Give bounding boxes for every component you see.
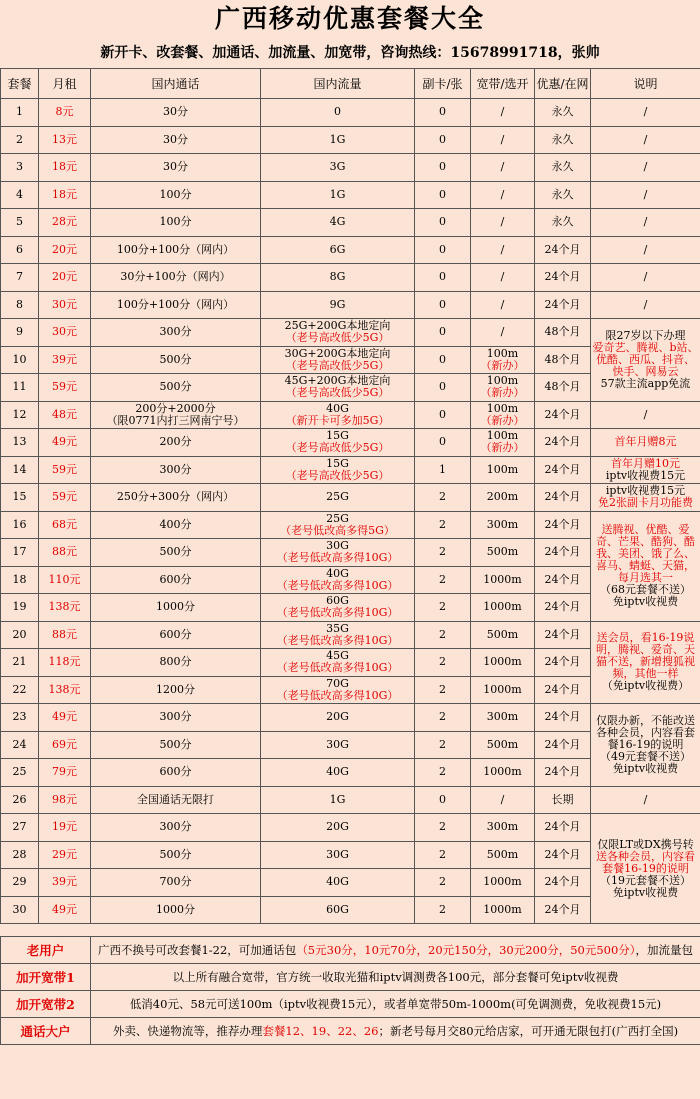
plan-note-cell: / — [591, 236, 700, 264]
domestic-data-cell: 60G — [261, 896, 415, 924]
sub-card-cell: 0 — [415, 291, 471, 319]
table-row — [1, 786, 700, 814]
plan-note-cell: / — [591, 99, 700, 127]
footer-row — [1, 964, 700, 991]
monthly-rent-cell: 68元 — [39, 511, 91, 539]
footer-text: 外卖、快递物流等，推荐办理套餐12、19、22、26；新老号每月交80元给店家，可开通无限包打(广西打全国) — [91, 1018, 700, 1045]
header-cell: 宽带/选开 — [471, 69, 535, 99]
domestic-call-cell: 1200分 — [91, 676, 261, 704]
period-cell: 24个月 — [535, 511, 591, 539]
domestic-call-cell: 1000分 — [91, 594, 261, 622]
table-row — [1, 814, 700, 842]
domestic-data-cell: 20G — [261, 814, 415, 842]
plan-id-cell: 13 — [1, 429, 39, 457]
table-row — [1, 429, 700, 457]
plan-id-cell: 19 — [1, 594, 39, 622]
period-cell: 永久 — [535, 154, 591, 182]
footer-label: 加开宽带2 — [1, 991, 91, 1018]
sub-card-cell: 2 — [415, 484, 471, 512]
sub-card-cell: 0 — [415, 346, 471, 374]
plan-note-cell: / — [591, 264, 700, 292]
plan-id-cell: 4 — [1, 181, 39, 209]
table-row — [1, 621, 700, 649]
domestic-data-cell: 15G （老号高改低少5G） — [261, 456, 415, 484]
monthly-rent-cell: 20元 — [39, 264, 91, 292]
sub-card-cell: 2 — [415, 759, 471, 787]
broadband-cell: 100m （新办） — [471, 346, 535, 374]
plan-id-cell: 10 — [1, 346, 39, 374]
sub-card-cell: 2 — [415, 539, 471, 567]
domestic-data-cell: 25G+200G本地定向 （老号高改低少5G） — [261, 319, 415, 347]
domestic-data-cell: 30G+200G本地定向 （老号高改低少5G） — [261, 346, 415, 374]
plan-note-cell: / — [591, 291, 700, 319]
footer-text: 低消40元、58元可送100m（iptv收视费15元），或者单宽带50m-1000m(可免调测费，免收视费15元) — [91, 991, 700, 1018]
plan-note-cell: / — [591, 181, 700, 209]
plan-id-cell: 30 — [1, 896, 39, 924]
plan-note-cell: / — [591, 786, 700, 814]
broadband-cell: / — [471, 264, 535, 292]
footer-label: 老用户 — [1, 937, 91, 964]
domestic-data-cell: 40G — [261, 759, 415, 787]
domestic-call-cell: 30分 — [91, 126, 261, 154]
plan-id-cell: 25 — [1, 759, 39, 787]
plan-id-cell: 12 — [1, 401, 39, 429]
broadband-cell: / — [471, 236, 535, 264]
domestic-data-cell: 25G （老号低改高多得5G） — [261, 511, 415, 539]
monthly-rent-cell: 88元 — [39, 621, 91, 649]
monthly-rent-cell: 49元 — [39, 896, 91, 924]
domestic-call-cell: 100分+100分（网内） — [91, 291, 261, 319]
domestic-call-cell: 600分 — [91, 566, 261, 594]
domestic-data-cell: 15G （老号高改低少5G） — [261, 429, 415, 457]
domestic-call-cell: 700分 — [91, 869, 261, 897]
sub-card-cell: 0 — [415, 429, 471, 457]
plan-id-cell: 8 — [1, 291, 39, 319]
monthly-rent-cell: 30元 — [39, 291, 91, 319]
sub-card-cell: 2 — [415, 841, 471, 869]
broadband-cell: 500m — [471, 539, 535, 567]
domestic-call-cell: 500分 — [91, 539, 261, 567]
domestic-call-cell: 1000分 — [91, 896, 261, 924]
domestic-call-cell: 100分+100分（网内） — [91, 236, 261, 264]
broadband-cell: 1000m — [471, 594, 535, 622]
header-cell: 国内通话 — [91, 69, 261, 99]
broadband-cell: 1000m — [471, 566, 535, 594]
monthly-rent-cell: 30元 — [39, 319, 91, 347]
broadband-cell: 500m — [471, 841, 535, 869]
monthly-rent-cell: 19元 — [39, 814, 91, 842]
broadband-cell: 300m — [471, 511, 535, 539]
footer-label: 加开宽带1 — [1, 964, 91, 991]
period-cell: 24个月 — [535, 814, 591, 842]
period-cell: 长期 — [535, 786, 591, 814]
monthly-rent-cell: 98元 — [39, 786, 91, 814]
domestic-call-cell: 30分 — [91, 154, 261, 182]
sub-card-cell: 1 — [415, 456, 471, 484]
broadband-cell: / — [471, 99, 535, 127]
sub-card-cell: 2 — [415, 594, 471, 622]
period-cell: 24个月 — [535, 621, 591, 649]
period-cell: 24个月 — [535, 456, 591, 484]
sub-card-cell: 0 — [415, 264, 471, 292]
broadband-cell: 1000m — [471, 759, 535, 787]
period-cell: 24个月 — [535, 896, 591, 924]
header-cell: 优惠/在网 — [535, 69, 591, 99]
plan-id-cell: 26 — [1, 786, 39, 814]
footer-row — [1, 991, 700, 1018]
domestic-call-cell: 600分 — [91, 759, 261, 787]
sub-card-cell: 2 — [415, 896, 471, 924]
domestic-data-cell: 30G — [261, 841, 415, 869]
domestic-call-cell: 全国通话无限打 — [91, 786, 261, 814]
period-cell: 48个月 — [535, 374, 591, 402]
domestic-call-cell: 100分 — [91, 209, 261, 237]
sub-card-cell: 0 — [415, 99, 471, 127]
broadband-cell: / — [471, 319, 535, 347]
footer-text: 以上所有融合宽带，官方统一收取光猫和iptv调测费各100元，部分套餐可免iptv收视费 — [91, 964, 700, 991]
table-row — [1, 126, 700, 154]
period-cell: 24个月 — [535, 539, 591, 567]
monthly-rent-cell: 110元 — [39, 566, 91, 594]
monthly-rent-cell: 59元 — [39, 456, 91, 484]
plan-note-cell: 首年月赠8元 — [591, 429, 700, 457]
period-cell: 24个月 — [535, 566, 591, 594]
sub-card-cell: 2 — [415, 731, 471, 759]
plan-table — [0, 68, 700, 924]
header-cell: 副卡/张 — [415, 69, 471, 99]
period-cell: 24个月 — [535, 649, 591, 677]
period-cell: 永久 — [535, 209, 591, 237]
period-cell: 48个月 — [535, 319, 591, 347]
plan-id-cell: 9 — [1, 319, 39, 347]
broadband-cell: / — [471, 786, 535, 814]
plan-id-cell: 3 — [1, 154, 39, 182]
domestic-call-cell: 600分 — [91, 621, 261, 649]
monthly-rent-cell: 18元 — [39, 154, 91, 182]
broadband-cell: 1000m — [471, 649, 535, 677]
plan-note-cell: 送腾视、优酷、爱奇、芒果、酷狗、酷我、美团、饿了么、喜马、蜻蜓、天猫，每月选其一 （68元套餐不送） 免iptv收视费 — [591, 511, 700, 621]
period-cell: 24个月 — [535, 704, 591, 732]
footer-row — [1, 1018, 700, 1045]
period-cell: 24个月 — [535, 401, 591, 429]
plan-id-cell: 28 — [1, 841, 39, 869]
period-cell: 24个月 — [535, 841, 591, 869]
monthly-rent-cell: 59元 — [39, 374, 91, 402]
domestic-call-cell: 300分 — [91, 456, 261, 484]
plan-id-cell: 2 — [1, 126, 39, 154]
period-cell: 24个月 — [535, 264, 591, 292]
plan-note-cell: 限27岁以下办理 爱奇艺、腾视、b站、优酷、西瓜、抖音、快手、网易云 57款主流app免流 — [591, 319, 700, 402]
table-row — [1, 456, 700, 484]
plan-note-cell: 送会员，看16-19说明，腾视、爱奇、天猫不送，新增搜狐视频，其他一样 （免iptv收视费） — [591, 621, 700, 704]
domestic-call-cell: 250分+300分（网内） — [91, 484, 261, 512]
broadband-cell: 1000m — [471, 676, 535, 704]
contact-line: 新开卡、改套餐、加通话、加流量、加宽带，咨询热线：15678991718，张帅 — [100, 45, 600, 61]
domestic-call-cell: 30分+100分（网内） — [91, 264, 261, 292]
broadband-cell: 200m — [471, 484, 535, 512]
monthly-rent-cell: 18元 — [39, 181, 91, 209]
broadband-cell: / — [471, 154, 535, 182]
domestic-data-cell: 40G （老号低改高多得10G） — [261, 566, 415, 594]
sub-card-cell: 0 — [415, 181, 471, 209]
domestic-data-cell: 45G （老号低改高多得10G） — [261, 649, 415, 677]
header-cell: 说明 — [591, 69, 700, 99]
broadband-cell: / — [471, 181, 535, 209]
sub-card-cell: 0 — [415, 154, 471, 182]
footer-row — [1, 937, 700, 964]
plan-id-cell: 23 — [1, 704, 39, 732]
period-cell: 24个月 — [535, 869, 591, 897]
monthly-rent-cell: 20元 — [39, 236, 91, 264]
plan-note-cell: 首年月赠10元 iptv收视费15元 — [591, 456, 700, 484]
monthly-rent-cell: 88元 — [39, 539, 91, 567]
period-cell: 永久 — [535, 99, 591, 127]
sub-card-cell: 0 — [415, 374, 471, 402]
broadband-cell: 500m — [471, 731, 535, 759]
period-cell: 48个月 — [535, 346, 591, 374]
domestic-data-cell: 4G — [261, 209, 415, 237]
plan-id-cell: 7 — [1, 264, 39, 292]
plan-note-cell: / — [591, 154, 700, 182]
plan-id-cell: 14 — [1, 456, 39, 484]
table-row — [1, 264, 700, 292]
plan-id-cell: 11 — [1, 374, 39, 402]
footer-table — [0, 936, 700, 1045]
sub-card-cell: 0 — [415, 126, 471, 154]
table-row — [1, 319, 700, 347]
table-row — [1, 291, 700, 319]
domestic-call-cell: 200分+2000分 （限0771内打三网南宁号） — [91, 401, 261, 429]
header-cell: 月租 — [39, 69, 91, 99]
page-title: 广西移动优惠套餐大全 — [214, 4, 485, 33]
plan-note-cell: 仅限办新，不能改送各种会员，内容看套餐16-19的说明 （49元套餐不送） 免iptv收视费 — [591, 704, 700, 787]
plan-id-cell: 17 — [1, 539, 39, 567]
broadband-cell: 1000m — [471, 896, 535, 924]
table-row — [1, 401, 700, 429]
sub-card-cell: 0 — [415, 401, 471, 429]
table-row — [1, 99, 700, 127]
sub-card-cell: 0 — [415, 209, 471, 237]
domestic-data-cell: 9G — [261, 291, 415, 319]
period-cell: 24个月 — [535, 594, 591, 622]
period-cell: 24个月 — [535, 759, 591, 787]
monthly-rent-cell: 49元 — [39, 704, 91, 732]
domestic-data-cell: 3G — [261, 154, 415, 182]
footer-text: 广西不换号可改套餐1-22，可加通话包（5元30分，10元70分，20元150分，30元200分，50元500分），加流量包 — [91, 937, 700, 964]
plan-id-cell: 6 — [1, 236, 39, 264]
plan-note-cell: / — [591, 126, 700, 154]
sub-card-cell: 2 — [415, 649, 471, 677]
sub-card-cell: 0 — [415, 786, 471, 814]
plan-id-cell: 27 — [1, 814, 39, 842]
monthly-rent-cell: 49元 — [39, 429, 91, 457]
sub-card-cell: 0 — [415, 319, 471, 347]
broadband-cell: 300m — [471, 704, 535, 732]
period-cell: 24个月 — [535, 291, 591, 319]
period-cell: 永久 — [535, 181, 591, 209]
broadband-cell: 100m — [471, 456, 535, 484]
monthly-rent-cell: 118元 — [39, 649, 91, 677]
broadband-cell: 1000m — [471, 869, 535, 897]
table-row — [1, 484, 700, 512]
header-cell: 国内流量 — [261, 69, 415, 99]
table-row — [1, 236, 700, 264]
period-cell: 永久 — [535, 126, 591, 154]
table-row — [1, 181, 700, 209]
sub-card-cell: 2 — [415, 511, 471, 539]
sub-card-cell: 2 — [415, 566, 471, 594]
period-cell: 24个月 — [535, 429, 591, 457]
monthly-rent-cell: 39元 — [39, 346, 91, 374]
plan-id-cell: 5 — [1, 209, 39, 237]
domestic-data-cell: 8G — [261, 264, 415, 292]
period-cell: 24个月 — [535, 676, 591, 704]
period-cell: 24个月 — [535, 731, 591, 759]
footer-label: 通话大户 — [1, 1018, 91, 1045]
plan-note-cell: iptv收视费15元 免2张副卡月功能费 — [591, 484, 700, 512]
sub-card-cell: 2 — [415, 704, 471, 732]
domestic-call-cell: 300分 — [91, 704, 261, 732]
domestic-call-cell: 500分 — [91, 731, 261, 759]
domestic-call-cell: 500分 — [91, 841, 261, 869]
sub-card-cell: 2 — [415, 814, 471, 842]
table-row — [1, 704, 700, 732]
plan-id-cell: 20 — [1, 621, 39, 649]
plan-id-cell: 18 — [1, 566, 39, 594]
domestic-data-cell: 30G （老号低改高多得10G） — [261, 539, 415, 567]
period-cell: 24个月 — [535, 484, 591, 512]
broadband-cell: 100m （新办） — [471, 401, 535, 429]
domestic-call-cell: 500分 — [91, 374, 261, 402]
broadband-cell: 500m — [471, 621, 535, 649]
monthly-rent-cell: 59元 — [39, 484, 91, 512]
period-cell: 24个月 — [535, 236, 591, 264]
sub-card-cell: 2 — [415, 869, 471, 897]
domestic-call-cell: 400分 — [91, 511, 261, 539]
monthly-rent-cell: 138元 — [39, 594, 91, 622]
broadband-cell: 100m （新办） — [471, 429, 535, 457]
domestic-call-cell: 100分 — [91, 181, 261, 209]
monthly-rent-cell: 79元 — [39, 759, 91, 787]
domestic-call-cell: 300分 — [91, 814, 261, 842]
domestic-call-cell: 30分 — [91, 99, 261, 127]
sub-card-cell: 2 — [415, 621, 471, 649]
broadband-cell: / — [471, 209, 535, 237]
table-row — [1, 511, 700, 539]
sub-card-cell: 0 — [415, 236, 471, 264]
header-cell: 套餐 — [1, 69, 39, 99]
domestic-data-cell: 70G （老号低改高多得10G） — [261, 676, 415, 704]
broadband-cell: / — [471, 126, 535, 154]
monthly-rent-cell: 8元 — [39, 99, 91, 127]
broadband-cell: 300m — [471, 814, 535, 842]
monthly-rent-cell: 28元 — [39, 209, 91, 237]
domestic-data-cell: 45G+200G本地定向 （老号高改低少5G） — [261, 374, 415, 402]
monthly-rent-cell: 39元 — [39, 869, 91, 897]
monthly-rent-cell: 29元 — [39, 841, 91, 869]
monthly-rent-cell: 48元 — [39, 401, 91, 429]
domestic-data-cell: 6G — [261, 236, 415, 264]
domestic-data-cell: 60G （老号低改高多得10G） — [261, 594, 415, 622]
domestic-data-cell: 40G （新开卡可多加5G） — [261, 401, 415, 429]
domestic-call-cell: 800分 — [91, 649, 261, 677]
plan-id-cell: 1 — [1, 99, 39, 127]
table-row — [1, 209, 700, 237]
plan-note-cell: 仅限LT或DX携号转 送各种会员，内容看套餐16-19的说明 （19元套餐不送） 免iptv收视费 — [591, 814, 700, 924]
domestic-data-cell: 35G （老号低改高多得10G） — [261, 621, 415, 649]
domestic-data-cell: 1G — [261, 786, 415, 814]
domestic-data-cell: 40G — [261, 869, 415, 897]
broadband-cell: 100m （新办） — [471, 374, 535, 402]
domestic-call-cell: 200分 — [91, 429, 261, 457]
plan-note-cell: / — [591, 209, 700, 237]
domestic-call-cell: 500分 — [91, 346, 261, 374]
domestic-data-cell: 0 — [261, 99, 415, 127]
domestic-data-cell: 1G — [261, 181, 415, 209]
plan-id-cell: 16 — [1, 511, 39, 539]
plan-id-cell: 29 — [1, 869, 39, 897]
monthly-rent-cell: 69元 — [39, 731, 91, 759]
domestic-data-cell: 20G — [261, 704, 415, 732]
sub-card-cell: 2 — [415, 676, 471, 704]
plan-note-cell: / — [591, 401, 700, 429]
table-header — [1, 69, 700, 99]
monthly-rent-cell: 13元 — [39, 126, 91, 154]
broadband-cell: / — [471, 291, 535, 319]
domestic-data-cell: 25G — [261, 484, 415, 512]
plan-id-cell: 22 — [1, 676, 39, 704]
plan-id-cell: 24 — [1, 731, 39, 759]
table-row — [1, 154, 700, 182]
plan-id-cell: 21 — [1, 649, 39, 677]
plan-id-cell: 15 — [1, 484, 39, 512]
monthly-rent-cell: 138元 — [39, 676, 91, 704]
domestic-data-cell: 30G — [261, 731, 415, 759]
domestic-data-cell: 1G — [261, 126, 415, 154]
domestic-call-cell: 300分 — [91, 319, 261, 347]
